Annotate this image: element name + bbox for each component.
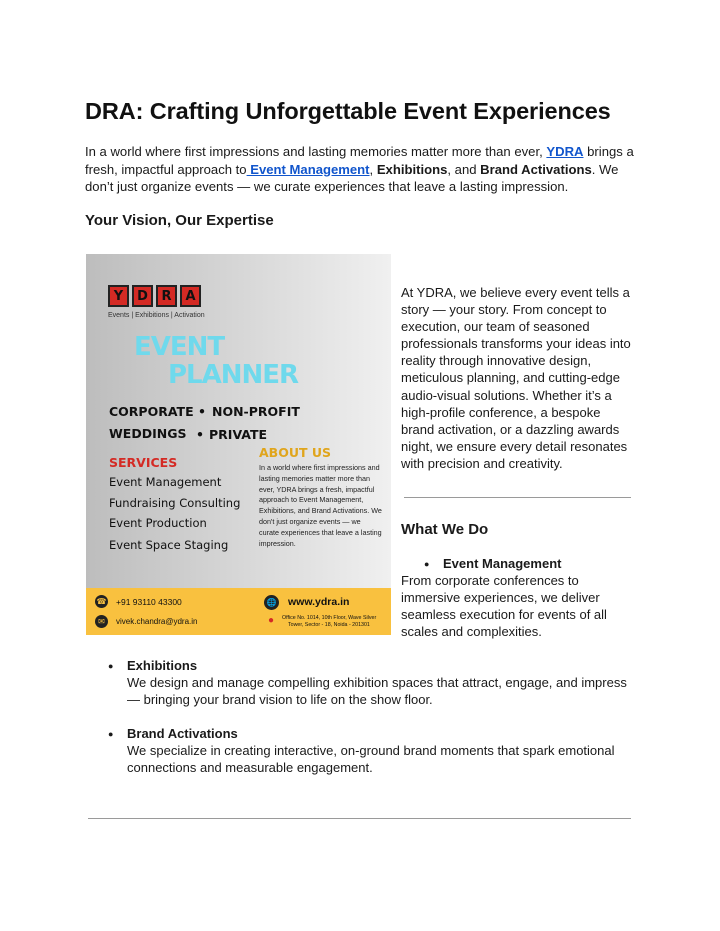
bullet-icon: ● <box>424 559 430 569</box>
intro-paragraph <box>85 143 645 196</box>
globe-icon: 🌐 <box>264 595 279 610</box>
service-desc-exhibitions: We design and manage compelling exhibition spaces that attract, engage, and impress — bringing your brand vision to life on the show floor. <box>127 675 627 707</box>
flyer-website: www.ydra.in <box>288 596 350 608</box>
service-desc-event-management: From corporate conferences to immersive experiences, we deliver seamless execution for events of all scales and complexities. <box>401 573 607 639</box>
event-planner-flyer <box>86 254 391 635</box>
email-icon: ✉ <box>95 615 108 628</box>
section-heading-what-we-do: What We Do <box>401 521 489 538</box>
category-bullet: • <box>198 404 206 419</box>
event-management-link[interactable]: Event Management <box>246 161 370 177</box>
flyer-headline-event: EVENT <box>134 332 225 362</box>
logo-letter: A <box>180 285 201 307</box>
phone-icon: ☎ <box>96 597 107 606</box>
category-non-profit: NON-PROFIT <box>212 404 300 419</box>
flyer-email: vivek.chandra@ydra.in <box>116 617 198 626</box>
bullet-icon: ● <box>108 729 114 739</box>
logo-letter: D <box>132 285 153 307</box>
services-title: SERVICES <box>109 455 178 470</box>
flyer-headline-planner: PLANNER <box>168 360 299 390</box>
intro-text-4: , and <box>447 161 481 177</box>
section-heading-vision: Your Vision, Our Expertise <box>85 212 274 229</box>
service-item: Event Management <box>109 475 222 489</box>
logo-letter: Y <box>108 285 129 307</box>
category-weddings: WEDDINGS <box>109 426 187 441</box>
service-item: Event Space Staging <box>109 538 229 552</box>
ydra-link[interactable]: YDRA <box>546 144 584 159</box>
intro-text-5: . We don’t just organize events — we curate experiences that leave a lasting impression. <box>85 161 619 194</box>
intro-exhibitions: Exhibitions <box>376 161 448 177</box>
about-us-title: ABOUT US <box>259 445 332 460</box>
service-title-event-management: Event Management <box>443 556 562 571</box>
flyer-address <box>282 615 376 629</box>
service-title-brand-activations: Brand Activations <box>127 726 238 741</box>
category-bullet: • <box>196 427 204 442</box>
location-pin-icon: ● <box>268 615 275 626</box>
flyer-phone: +91 93110 43300 <box>116 597 182 607</box>
intro-text-2: brings a fresh, impactful approach to <box>85 144 634 177</box>
logo-tagline: Events | Exhibitions | Activation <box>108 312 205 319</box>
intro-text-3: , <box>369 161 377 177</box>
intro-text-1: In a world where first impressions and lasting memories matter more than ever, <box>85 144 547 159</box>
logo-letter: R <box>156 285 177 307</box>
flyer-contact-footer <box>86 588 391 635</box>
page-title: DRA: Crafting Unforgettable Event Experiences <box>85 98 611 124</box>
intro-brand-activations: Brand Activations <box>480 161 592 177</box>
category-corporate: CORPORATE <box>109 404 194 419</box>
divider <box>404 497 631 498</box>
divider <box>88 818 631 819</box>
ydra-logo <box>108 285 201 307</box>
service-item: Fundraising Consulting <box>109 496 241 510</box>
category-private: PRIVATE <box>209 427 268 442</box>
story-paragraph: At YDRA, we believe every event tells a story — your story. From concept to execution, our team of seasoned professionals transforms your ideas into reality through innovative design, meticulous planning, and cutting-edge audio-visual solutions. Whether it’s a high-profile conference, a bespoke brand activation, or a dazzling awards night, we ensure every detail resonates with precision and creativity. <box>401 285 631 471</box>
service-desc-brand-activations: We specialize in creating interactive, on-ground brand moments that spark emotional connections and measurable engagement. <box>127 743 615 775</box>
address-line: Tower, Sector - 18, Noida - 201301 <box>288 622 370 628</box>
service-title-exhibitions: Exhibitions <box>127 658 198 673</box>
address-line: Office No. 1014, 10th Floor, Wave Silver <box>282 615 377 621</box>
service-item: Event Production <box>109 516 207 530</box>
about-us-text: In a world where first impressions and lasting memories matter more than ever, YDRA brings a fresh, impactful approach to Event Management, Exhibitions, and Brand Activations. We don't just organize events — we curate experiences that leave a lasting impression. <box>259 463 382 548</box>
bullet-icon: ● <box>108 661 114 671</box>
